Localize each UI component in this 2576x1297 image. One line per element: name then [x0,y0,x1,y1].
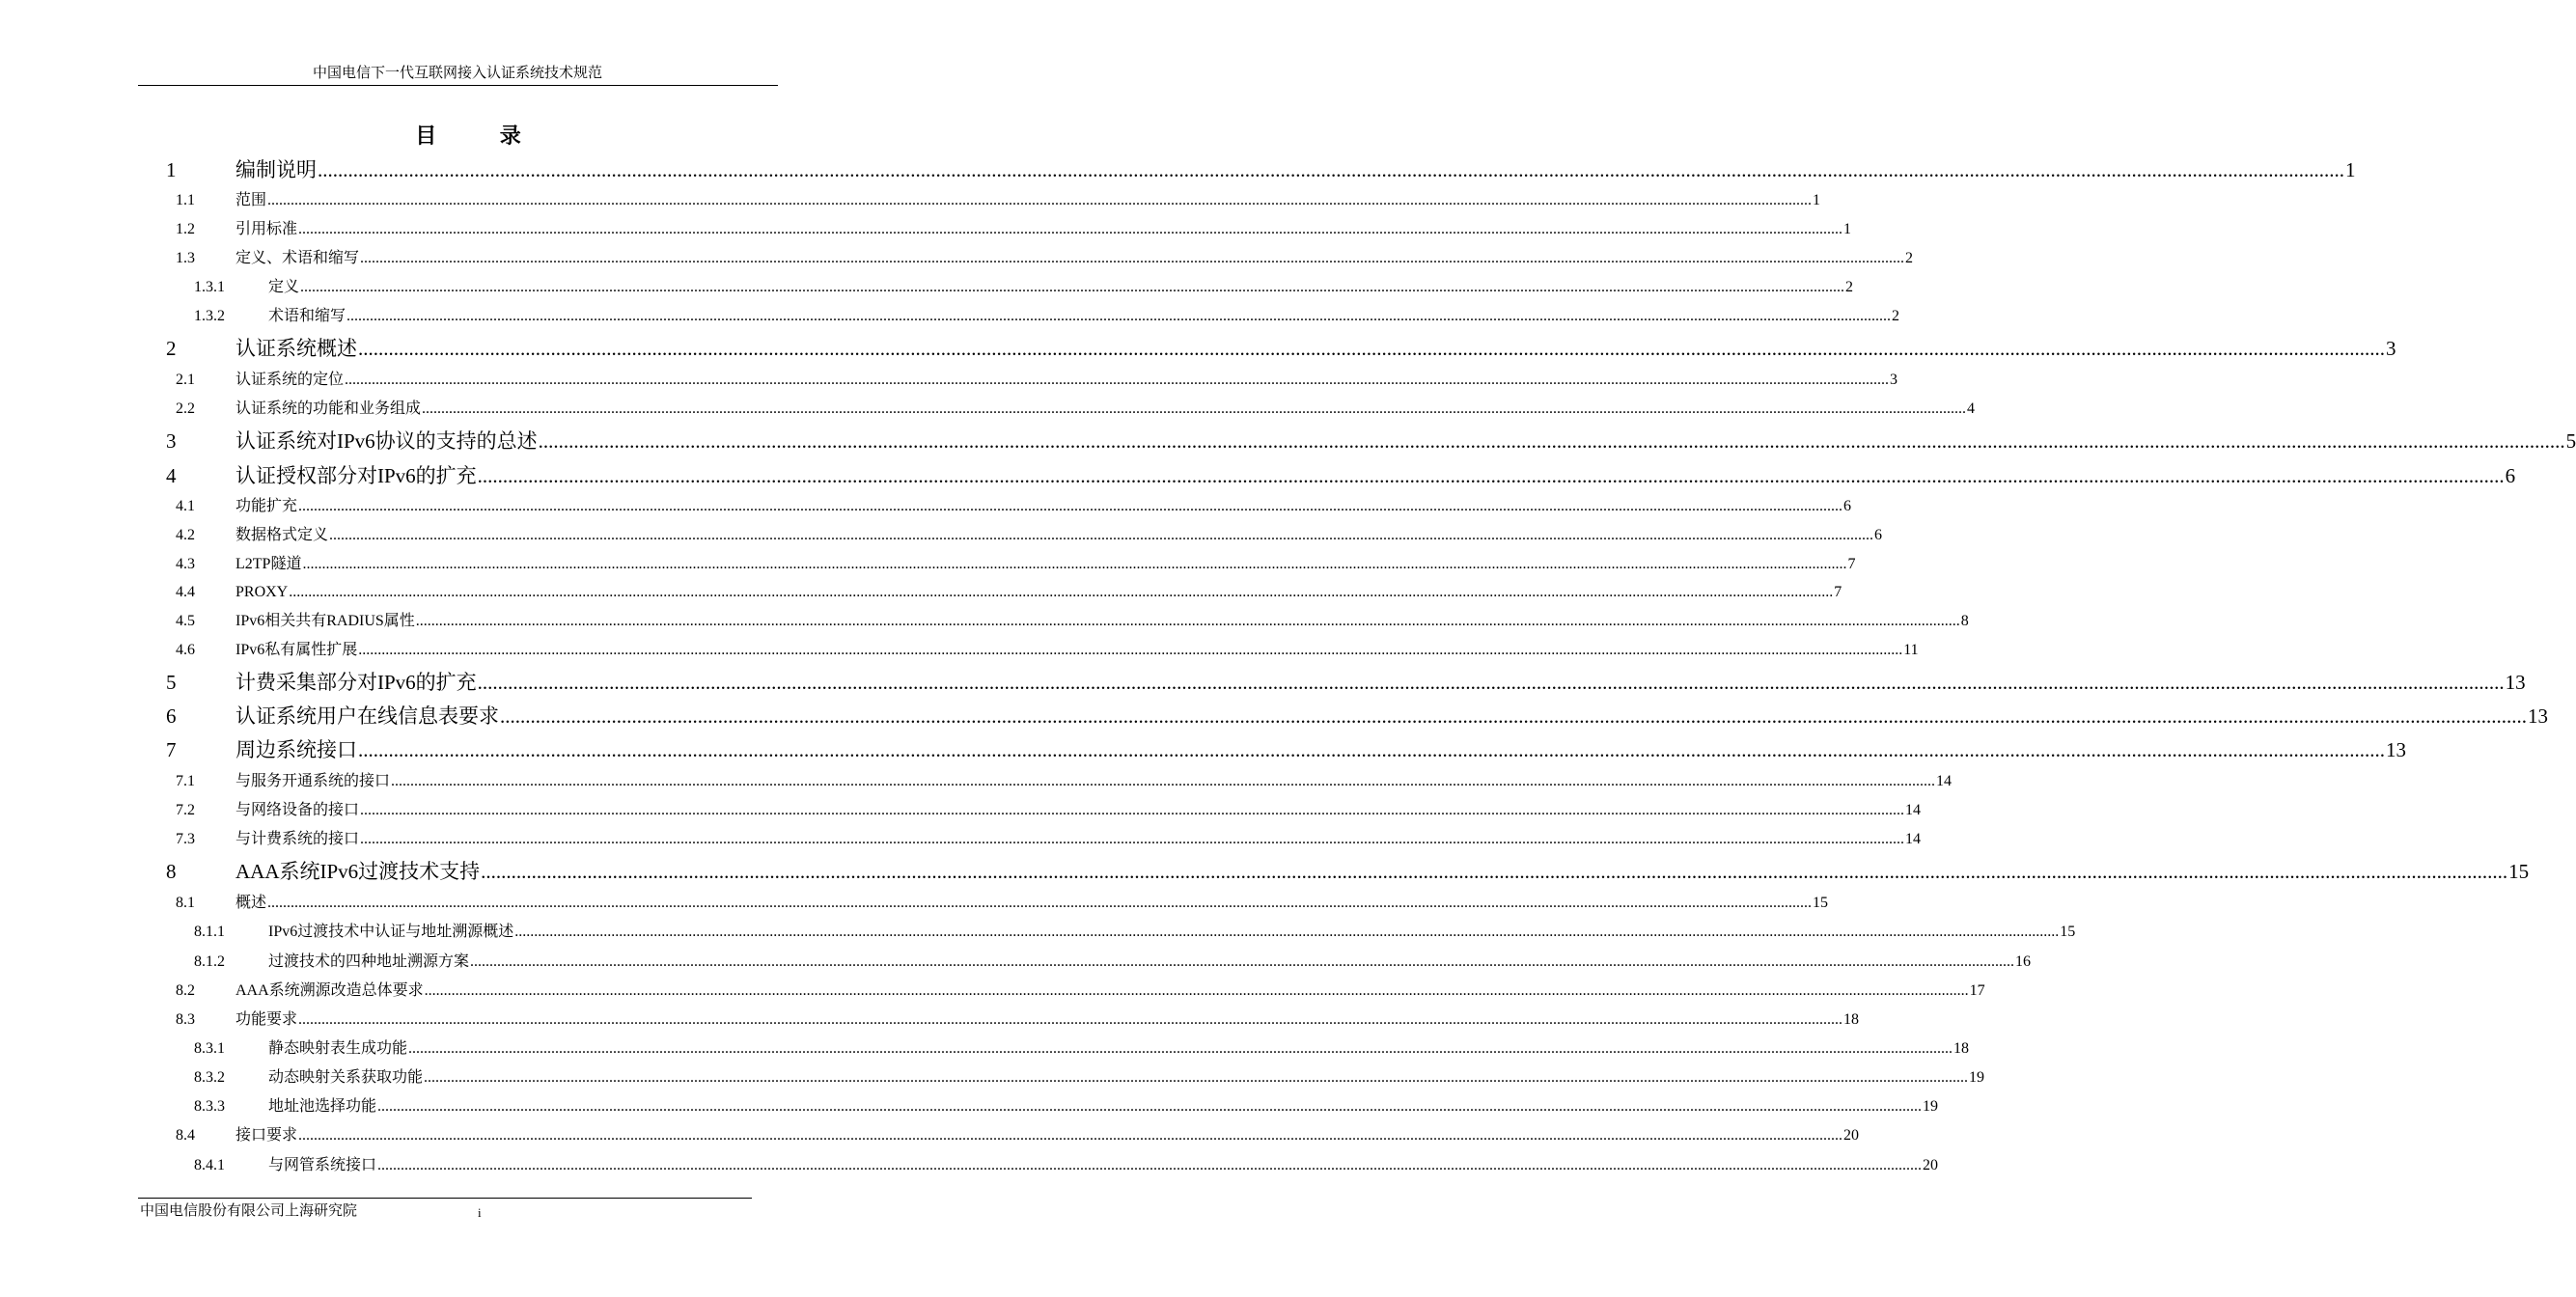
toc-entry-number: 8.3 [176,1011,195,1028]
toc-entry-number: 8.3.2 [194,1069,225,1086]
footer-page-number: i [478,1205,482,1220]
toc-title: 目 录 [415,124,550,148]
toc-entry-line [268,923,2076,942]
toc-entry-page: 17 [1969,982,1985,999]
toc-leader-dots: ................................................................................................................................................................................................................................................................................................................................................................................................................ [391,773,1936,789]
toc-leader-dots: ................................................................................................................................................................................................................................................................................................................................................................................................................ [377,1098,1923,1115]
toc-entry-page: 1 [1813,192,1821,208]
toc-entry-page: 20 [1923,1157,1939,1173]
toc-entry-label: 动态映射关系获取功能 [268,1069,424,1086]
toc-entry-number: 4.3 [176,556,195,572]
toc-entry-page: 6 [1843,498,1852,514]
toc-leader-dots: ................................................................................................................................................................................................................................................................................................................................................................................................................ [358,738,2385,761]
toc-leader-dots: ................................................................................................................................................................................................................................................................................................................................................................................................................ [538,429,2565,453]
toc-leader-dots: ................................................................................................................................................................................................................................................................................................................................................................................................................ [298,221,1843,237]
toc-entry-number: 8.3.1 [194,1040,225,1057]
toc-entry-page: 8 [1960,613,1969,629]
toc-entry-number: 1 [166,158,177,181]
toc-leader-dots: ................................................................................................................................................................................................................................................................................................................................................................................................................ [481,860,2508,883]
toc-entry-page: 2 [1892,308,1900,324]
toc-entry-page: 15 [1813,895,1829,911]
toc-entry-number: 4.1 [176,498,195,514]
toc-leader-dots: ................................................................................................................................................................................................................................................................................................................................................................................................................ [318,158,2344,181]
toc-entry-number: 1.2 [176,221,195,237]
toc-entry-page: 18 [1843,1011,1860,1028]
toc-leader-dots: ................................................................................................................................................................................................................................................................................................................................................................................................................ [289,584,1834,600]
toc-entry-line [235,670,2526,695]
toc-entry-label: 数据格式定义 [235,527,329,543]
toc-entry-number: 2.1 [176,372,195,388]
toc-entry-label: 与网管系统接口 [268,1157,377,1173]
toc-entry-page: 14 [1905,802,1922,818]
toc-entry-line [268,1039,1970,1059]
toc-entry-label: AAA系统IPv6过渡技术支持 [235,860,481,883]
toc-entry-label: 过渡技术的四种地址溯源方案 [268,953,470,970]
toc-entry-label: 编制说明 [235,158,317,181]
toc-entry-label: 与网络设备的接口 [235,802,360,818]
toc-entry-line [235,371,1898,390]
toc-entry-label: IPv6私有属性扩展 [235,642,358,658]
toc-entry-number: 7.3 [176,831,195,847]
toc-entry-line [268,952,2032,972]
toc-entry-label: 接口要求 [235,1127,298,1144]
toc-entry-number: 7.1 [176,773,195,789]
toc-entry-line [235,220,1852,239]
toc-entry-page: 1 [1843,221,1852,237]
toc-entry-page: 19 [1923,1098,1939,1115]
toc-leader-dots: ................................................................................................................................................................................................................................................................................................................................................................................................................ [377,1157,1923,1173]
toc-entry-label: 认证授权部分对IPv6的扩充 [235,464,477,487]
toc-entry-line [235,894,1829,913]
toc-entry-number: 8.4 [176,1127,195,1144]
toc-leader-dots: ................................................................................................................................................................................................................................................................................................................................................................................................................ [302,556,1847,572]
toc-entry-number: 7.2 [176,802,195,818]
toc-entry-line [235,612,1969,631]
toc-leader-dots: ................................................................................................................................................................................................................................................................................................................................................................................................................ [500,704,2527,728]
toc-entry-number: 6 [166,704,177,728]
toc-entry-label: L2TP隧道 [235,556,302,572]
toc-entry-page: 16 [2015,953,2032,970]
toc-entry-label: 定义 [268,279,300,295]
toc-entry-line [235,859,2530,884]
toc-entry-page: 4 [1967,400,1976,417]
toc-entry-label: 认证系统用户在线信息表要求 [235,704,499,728]
toc-entry-label: 认证系统的功能和业务组成 [235,400,422,417]
toc-entry-page: 7 [1847,556,1856,572]
toc-entry-page: 7 [1834,584,1842,600]
toc-entry-line [268,1156,1939,1175]
toc-entry-number: 8.3.3 [194,1098,225,1115]
toc-entry-line [235,801,1922,820]
toc-entry-page: 20 [1843,1127,1860,1144]
toc-entry-label: 范围 [235,192,267,208]
toc-entry-number: 8.4.1 [194,1157,225,1173]
toc-entry-label: 与服务开通系统的接口 [235,773,391,789]
footer-company: 中国电信股份有限公司上海研究院 [140,1203,358,1219]
toc-leader-dots: ................................................................................................................................................................................................................................................................................................................................................................................................................ [477,671,2505,694]
toc-entry-label: 静态映射表生成功能 [268,1040,408,1057]
toc-entry-page: 19 [1969,1069,1985,1086]
toc-leader-dots: ................................................................................................................................................................................................................................................................................................................................................................................................................ [298,1011,1843,1028]
toc-entry-label: 术语和缩写 [268,308,346,324]
toc-leader-dots: ................................................................................................................................................................................................................................................................................................................................................................................................................ [345,372,1890,388]
toc-leader-dots: ................................................................................................................................................................................................................................................................................................................................................................................................................ [298,1127,1843,1144]
toc-entry-line [235,737,2406,762]
toc-leader-dots: ................................................................................................................................................................................................................................................................................................................................................................................................................ [329,527,1874,543]
toc-entry-line [235,555,1856,574]
toc-entry-page: 2 [1905,250,1914,266]
toc-entry-number: 1.3 [176,250,195,266]
toc-entry-number: 4 [166,464,177,487]
toc-leader-dots: ................................................................................................................................................................................................................................................................................................................................................................................................................ [358,337,2385,360]
toc-entry-page: 5 [2565,429,2576,453]
toc-entry-line [235,463,2516,488]
toc-entry-label: IPv6过渡技术中认证与地址溯源概述 [268,924,514,940]
toc-entry-page: 15 [2060,924,2076,940]
toc-leader-dots: ................................................................................................................................................................................................................................................................................................................................................................................................................ [360,831,1905,847]
toc-entry-label: 认证系统的定位 [235,372,345,388]
toc-entry-label: 定义、术语和缩写 [235,250,360,266]
toc-entry-page: 2 [1845,279,1854,295]
toc-leader-dots: ................................................................................................................................................................................................................................................................................................................................................................................................................ [514,924,2060,940]
toc-entry-line [235,583,1842,602]
toc-entry-number: 8.1.2 [194,953,225,970]
toc-entry-page: 6 [1874,527,1883,543]
toc-entry-line [268,278,1854,297]
toc-entry-line [235,1010,1860,1030]
toc-entry-page: 3 [1890,372,1898,388]
toc-entry-line [235,704,2548,729]
toc-entry-line [235,981,1985,1001]
toc-entry-line [268,1068,1985,1088]
toc-entry-page: 13 [2386,738,2406,761]
toc-entry-line [235,400,1976,419]
toc-entry-label: AAA系统溯源改造总体要求 [235,982,424,999]
toc-entry-number: 8 [166,860,177,883]
toc-entry-line [235,336,2396,361]
toc-entry-label: 计费采集部分对IPv6的扩充 [235,671,477,694]
toc-entry-number: 1.1 [176,192,195,208]
toc-leader-dots: ................................................................................................................................................................................................................................................................................................................................................................................................................ [415,613,1960,629]
toc-entry-number: 3 [166,429,177,453]
toc-entry-label: 周边系统接口 [235,738,357,761]
toc-entry-page: 11 [1903,642,1919,658]
toc-leader-dots: ................................................................................................................................................................................................................................................................................................................................................................................................................ [360,250,1905,266]
toc-entry-line [235,157,2356,182]
toc-entry-number: 8.2 [176,982,195,999]
toc-leader-dots: ................................................................................................................................................................................................................................................................................................................................................................................................................ [298,498,1843,514]
toc-entry-line [235,249,1914,268]
toc-entry-line [235,526,1883,545]
toc-leader-dots: ................................................................................................................................................................................................................................................................................................................................................................................................................ [346,308,1892,324]
toc-entry-number: 4.4 [176,584,195,600]
toc-entry-label: 概述 [235,895,267,911]
toc-leader-dots: ................................................................................................................................................................................................................................................................................................................................................................................................................ [422,400,1967,417]
toc-entry-number: 8.1.1 [194,924,225,940]
toc-entry-label: 与计费系统的接口 [235,831,360,847]
toc-entry-page: 6 [2505,464,2516,487]
toc-entry-line [235,428,2576,454]
toc-leader-dots: ................................................................................................................................................................................................................................................................................................................................................................................................................ [470,953,2015,970]
toc-entry-page: 15 [2508,860,2530,883]
toc-entry-label: 功能要求 [235,1011,298,1028]
toc-entry-label: 地址池选择功能 [268,1098,377,1115]
toc-entry-number: 4.5 [176,613,195,629]
toc-leader-dots: ................................................................................................................................................................................................................................................................................................................................................................................................................ [267,192,1813,208]
toc-leader-dots: ................................................................................................................................................................................................................................................................................................................................................................................................................ [358,642,1903,658]
toc-entry-page: 13 [2528,704,2548,728]
toc-leader-dots: ................................................................................................................................................................................................................................................................................................................................................................................................................ [267,895,1813,911]
toc-leader-dots: ................................................................................................................................................................................................................................................................................................................................................................................................................ [424,1069,1969,1086]
toc-entry-line [235,1126,1860,1145]
toc-entry-line [268,1097,1939,1117]
toc-leader-dots: ................................................................................................................................................................................................................................................................................................................................................................................................................ [408,1040,1953,1057]
toc-entry-number: 5 [166,671,177,694]
toc-entry-page: 14 [1936,773,1953,789]
running-header: 中国电信下一代互联网接入认证系统技术规范 [312,66,602,81]
toc-entry-number: 4.6 [176,642,195,658]
toc-entry-label: PROXY [235,584,289,600]
toc-entry-page: 1 [2345,158,2356,181]
toc-entry-page: 18 [1953,1040,1970,1057]
toc-leader-dots: ................................................................................................................................................................................................................................................................................................................................................................................................................ [424,982,1969,999]
toc-entry-page: 3 [2386,337,2396,360]
toc-entry-label: 功能扩充 [235,498,298,514]
toc-entry-page: 14 [1905,831,1922,847]
toc-entry-number: 7 [166,738,177,761]
toc-entry-line [235,191,1821,210]
toc-entry-label: 认证系统对IPv6协议的支持的总述 [235,429,538,453]
toc-leader-dots: ................................................................................................................................................................................................................................................................................................................................................................................................................ [477,464,2505,487]
toc-entry-number: 2 [166,337,177,360]
toc-entry-number: 8.1 [176,895,195,911]
toc-entry-page: 13 [2505,671,2526,694]
toc-entry-line [268,307,1900,326]
toc-entry-label: IPv6相关共有RADIUS属性 [235,613,415,629]
toc-entry-label: 认证系统概述 [235,337,357,360]
toc-entry-number: 2.2 [176,400,195,417]
toc-entry-line [235,830,1922,849]
toc-entry-line [235,641,1919,660]
toc-entry-number: 1.3.1 [194,279,225,295]
toc-entry-line [235,772,1953,791]
toc-leader-dots: ................................................................................................................................................................................................................................................................................................................................................................................................................ [360,802,1905,818]
toc-entry-line [235,497,1852,516]
toc-entry-label: 引用标准 [235,221,298,237]
footer-rule [138,1198,752,1199]
toc-leader-dots: ................................................................................................................................................................................................................................................................................................................................................................................................................ [300,279,1845,295]
toc-entry-number: 4.2 [176,527,195,543]
toc-entry-number: 1.3.2 [194,308,225,324]
